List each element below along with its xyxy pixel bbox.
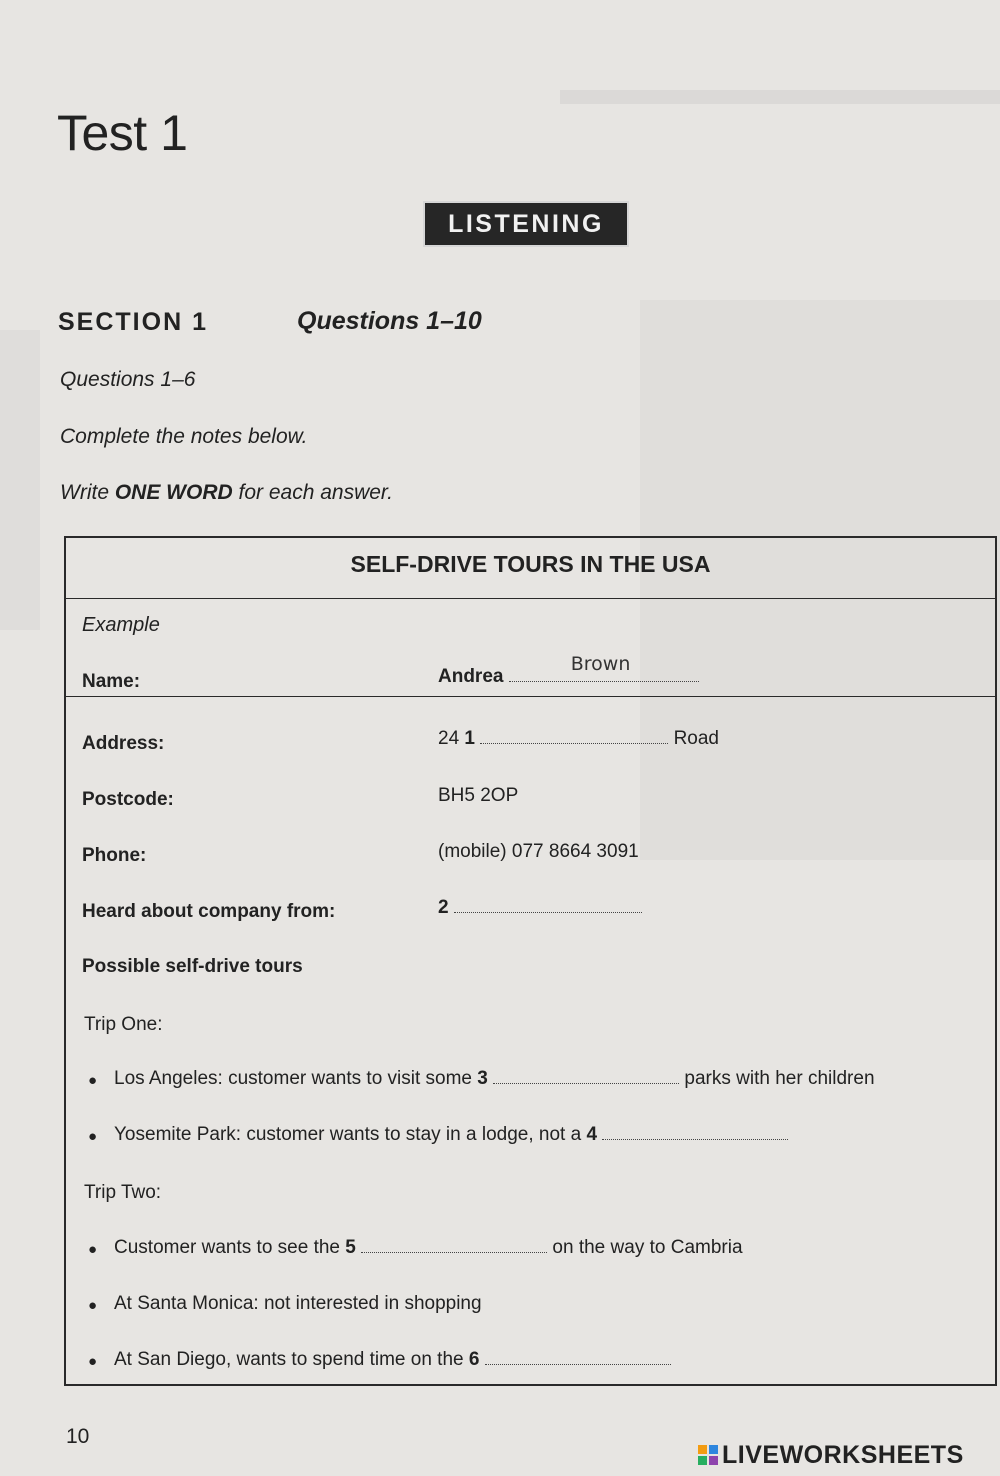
answer-blank-2[interactable] bbox=[454, 898, 642, 913]
answer-blank-3[interactable] bbox=[493, 1069, 679, 1084]
bleed-through-text bbox=[0, 330, 40, 630]
phone-label: Phone: bbox=[82, 845, 147, 866]
trip-one-item: Los Angeles: customer wants to visit some 3 parks with her children bbox=[114, 1068, 875, 1089]
instruction-word-limit: Write ONE WORD for each answer. bbox=[60, 481, 393, 504]
bullet-icon: ● bbox=[88, 1128, 98, 1145]
section-heading: SECTION 1 bbox=[58, 308, 208, 336]
address-field: 24 1 Road bbox=[438, 728, 719, 749]
heard-about-label: Heard about company from: bbox=[82, 901, 336, 922]
test-title: Test 1 bbox=[57, 105, 188, 161]
phone-value: (mobile) 077 8664 3091 bbox=[438, 841, 639, 862]
divider bbox=[66, 696, 995, 697]
trip-one-item: Yosemite Park: customer wants to stay in a lodge, not a 4 bbox=[114, 1124, 788, 1146]
answer-blank-1[interactable] bbox=[480, 729, 668, 744]
answer-blank-6[interactable] bbox=[485, 1350, 671, 1365]
name-field: Andrea Brown bbox=[438, 666, 699, 688]
example-label: Example bbox=[82, 614, 160, 636]
answer-blank-5[interactable] bbox=[361, 1238, 547, 1253]
name-answer: Brown bbox=[570, 653, 631, 675]
trip-two-item: Customer wants to see the 5 on the way to Cambria bbox=[114, 1237, 743, 1258]
trip-two-item: At Santa Monica: not interested in shopping bbox=[114, 1293, 482, 1314]
questions-subheading: Questions 1–6 bbox=[60, 368, 196, 391]
divider bbox=[66, 598, 995, 599]
liveworksheets-brand[interactable] bbox=[698, 1440, 964, 1470]
liveworksheets-logo-icon bbox=[698, 1445, 718, 1465]
bleed-through-text bbox=[560, 90, 1000, 104]
notes-form bbox=[64, 536, 997, 1386]
postcode-value: BH5 2OP bbox=[438, 785, 519, 806]
instruction-complete: Complete the notes below. bbox=[60, 425, 308, 448]
postcode-label: Postcode: bbox=[82, 789, 174, 810]
trip-two-item: At San Diego, wants to spend time on the 6 bbox=[114, 1349, 671, 1371]
trip-two-label: Trip Two: bbox=[84, 1182, 162, 1203]
heard-about-field: 2 bbox=[438, 897, 642, 919]
questions-range-heading: Questions 1–10 bbox=[297, 307, 482, 335]
bullet-icon: ● bbox=[88, 1072, 98, 1089]
trip-one-label: Trip One: bbox=[84, 1014, 163, 1035]
address-label: Address: bbox=[82, 733, 165, 754]
bullet-icon: ● bbox=[88, 1297, 98, 1314]
bullet-icon: ● bbox=[88, 1241, 98, 1258]
tours-label: Possible self-drive tours bbox=[82, 956, 303, 977]
page-number: 10 bbox=[66, 1425, 90, 1448]
name-label: Name: bbox=[82, 671, 141, 692]
bullet-icon: ● bbox=[88, 1353, 98, 1370]
form-title: SELF-DRIVE TOURS IN THE USA bbox=[350, 551, 711, 577]
answer-blank-4[interactable] bbox=[602, 1125, 788, 1140]
brand-text: LIVEWORKSHEETS bbox=[722, 1440, 964, 1469]
listening-badge: LISTENING bbox=[423, 201, 629, 247]
